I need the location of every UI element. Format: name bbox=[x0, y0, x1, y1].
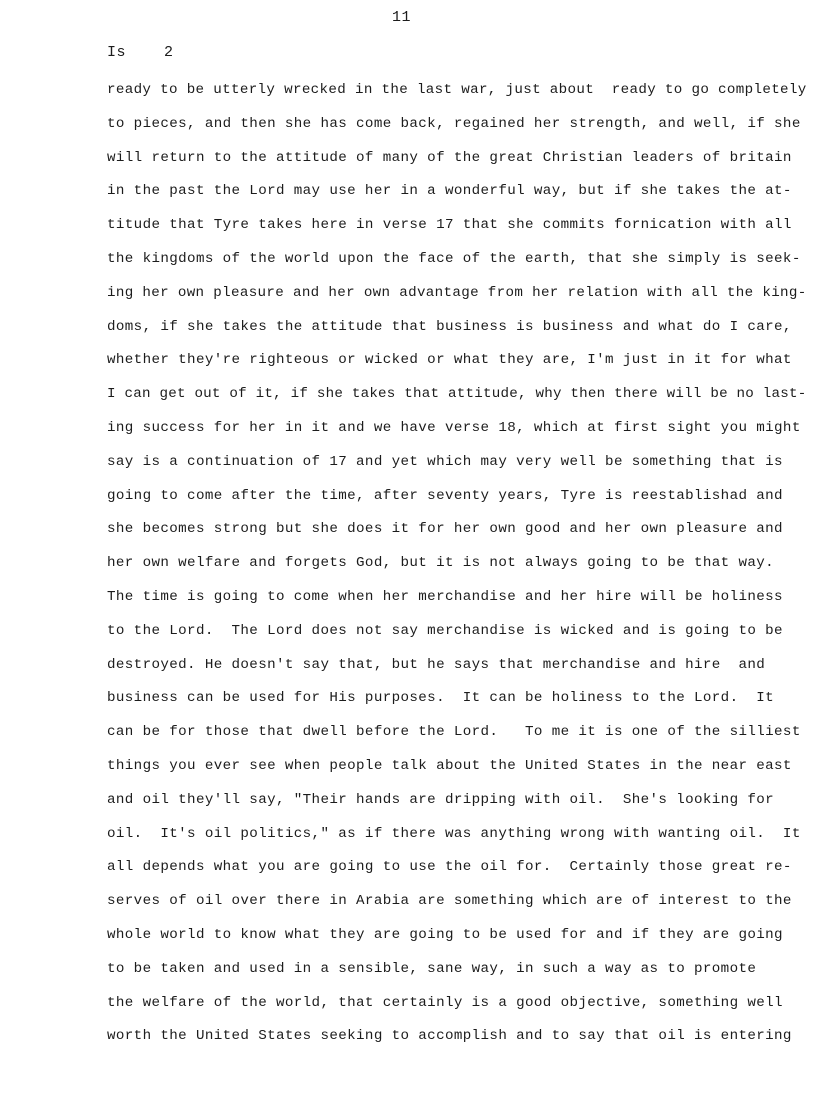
text-line: whole world to know what they are going to be used for and if they are going bbox=[107, 926, 783, 943]
text-line: to pieces, and then she has come back, regained her strength, and well, if she bbox=[107, 115, 801, 132]
text-line: The time is going to come when her merchandise and her hire will be holiness bbox=[107, 588, 783, 605]
text-line: ing success for her in it and we have verse 18, which at first sight you might bbox=[107, 419, 801, 436]
text-line: oil. It's oil politics," as if there was anything wrong with wanting oil. It bbox=[107, 825, 801, 842]
text-line: things you ever see when people talk about the United States in the near east bbox=[107, 757, 792, 774]
text-line: destroyed. He doesn't say that, but he says that merchandise and hire and bbox=[107, 656, 766, 673]
text-line: and oil they'll say, "Their hands are dripping with oil. She's looking for bbox=[107, 791, 775, 808]
text-line: will return to the attitude of many of the great Christian leaders of britain bbox=[107, 149, 792, 166]
text-line: serves of oil over there in Arabia are something which are of interest to the bbox=[107, 893, 792, 910]
text-line: worth the United States seeking to accomplish and to say that oil is entering bbox=[107, 1028, 792, 1045]
text-line: all depends what you are going to use the oil for. Certainly those great re- bbox=[107, 859, 792, 876]
text-line: whether they're righteous or wicked or what they are, I'm just in it for what bbox=[107, 352, 792, 369]
text-line: she becomes strong but she does it for her own good and her own pleasure and bbox=[107, 521, 783, 538]
text-line: her own welfare and forgets God, but it is not always going to be that way. bbox=[107, 555, 775, 572]
text-line: in the past the Lord may use her in a wonderful way, but if she takes the at- bbox=[107, 183, 792, 200]
text-line: to the Lord. The Lord does not say merchandise is wicked and is going to be bbox=[107, 622, 783, 639]
text-line: I can get out of it, if she takes that attitude, why then there will be no last- bbox=[107, 386, 807, 403]
text-line: ing her own pleasure and her own advantage from her relation with all the king- bbox=[107, 284, 807, 301]
text-line: titude that Tyre takes here in verse 17 that she commits fornication with all bbox=[107, 217, 792, 234]
body-text bbox=[107, 78, 807, 1058]
text-line: the kingdoms of the world upon the face of the earth, that she simply is seek- bbox=[107, 250, 801, 267]
text-line: going to come after the time, after seventy years, Tyre is reestablishad and bbox=[107, 487, 783, 504]
text-line: doms, if she takes the attitude that business is business and what do I care, bbox=[107, 318, 792, 335]
page-number: 11 bbox=[392, 9, 412, 26]
text-line: ready to be utterly wrecked in the last war, just about ready to go completely bbox=[107, 82, 807, 98]
text-line: business can be used for His purposes. It can be holiness to the Lord. It bbox=[107, 690, 775, 707]
text-line: to be taken and used in a sensible, sane way, in such a way as to promote bbox=[107, 960, 757, 977]
text-line: say is a continuation of 17 and yet which may very well be something that is bbox=[107, 453, 783, 470]
text-line: the welfare of the world, that certainly is a good objective, something well bbox=[107, 994, 783, 1011]
text-line: can be for those that dwell before the Lord. To me it is one of the silliest bbox=[107, 724, 801, 741]
section-reference: Is 2 bbox=[107, 44, 174, 61]
